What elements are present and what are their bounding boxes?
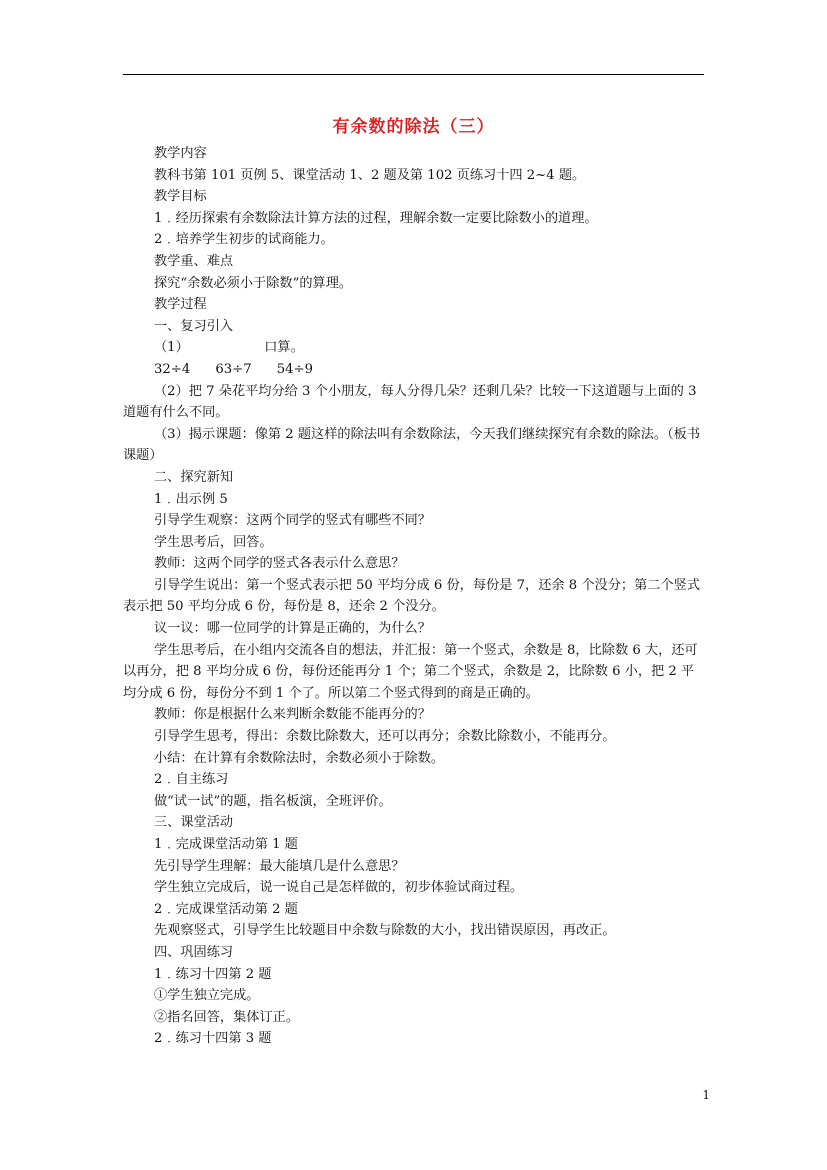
paragraph: 1﹒经历探索有余数除法计算方法的过程，理解余数一定要比除数小的道理。: [154, 210, 598, 226]
section-heading: 教学过程: [154, 297, 207, 313]
section-heading: 一、复习引入: [154, 318, 234, 334]
section-heading: 教学内容: [154, 146, 207, 161]
section-heading: 四、巩固练习: [154, 944, 234, 960]
paragraph: 2﹒自主练习: [154, 772, 229, 788]
paragraph: 学生思考后，在小组内交流各自的想法，并汇报：第一个竖式，余数是 8，比除数 6 大，还可以再分，把 8 平均分成 6 份，每份还能再分 1 个；第二个竖式，余数是 2，比除数 6 小，把 2 平均分成 6 份，每份分不到 1 个了。所以第二个竖式得到的商是正确的。: [123, 642, 698, 701]
header-rule: [123, 74, 704, 75]
paragraph: ①学生独立完成。: [154, 988, 260, 1004]
section-heading: 三、课堂活动: [154, 815, 234, 831]
paragraph: 引导学生思考，得出：余数比除数大，还可以再分；余数比除数小，不能再分。: [154, 729, 616, 745]
section-heading: 教学重、难点: [154, 253, 234, 269]
paragraph: （2）把 7 朵花平均分给 3 个小朋友，每人分得几朵？还剩几朵？比较一下这道题与上面的 3 道题有什么不同。: [123, 383, 697, 421]
paragraph: 2﹒练习十四第 3 题: [154, 1031, 272, 1047]
paragraph: ②指名回答，集体订正。: [154, 1009, 300, 1025]
paragraph: 先观察竖式，引导学生比较题目中余数与除数的大小，找出错误原因，再改正。: [154, 923, 616, 939]
page-number: 1: [702, 1088, 710, 1102]
paragraph: 1﹒练习十四第 2 题: [154, 966, 272, 982]
paragraph: 引导学生说出：第一个竖式表示把 50 平均分成 6 份，每份是 7，还余 8 个没分；第二个竖式表示把 50 平均分成 6 份，每份是 8，还余 2 个没分。: [123, 577, 701, 615]
paragraph: 学生独立完成后，说一说自己是怎样做的，初步体验试商过程。: [154, 880, 524, 896]
paragraph: 小结：在计算有余数除法时，余数必须小于除数。: [154, 750, 445, 766]
paragraph: 做“试一试”的题，指名板演，全班评价。: [154, 793, 392, 809]
paragraph: 2﹒培养学生初步的试商能力。: [154, 232, 334, 248]
calculation-line: 32÷4 63÷7 54÷9: [154, 361, 313, 377]
paragraph: 教师：你是根据什么来判断余数能不能再分的？: [154, 707, 431, 723]
paragraph: 先引导学生理解：最大能填几是什么意思？: [154, 858, 405, 874]
paragraph: 教师：这两个同学的竖式各表示什么意思？: [154, 556, 405, 572]
paragraph: 探究“余数必须小于除数”的算理。: [154, 275, 353, 291]
paragraph: 议一议：哪一位同学的计算是正确的，为什么？: [154, 621, 431, 637]
document-body: [123, 143, 704, 1050]
paragraph: （1） 口算。: [154, 340, 304, 356]
paragraph: 1﹒完成课堂活动第 1 题: [154, 837, 298, 852]
paragraph: 引导学生观察：这两个同学的竖式有哪些不同？: [154, 513, 431, 529]
paragraph: 1﹒出示例 5: [154, 491, 228, 507]
paragraph: （3）揭示课题：像第 2 题这样的除法叫有余数除法，今天我们继续探究有余数的除法。（板书课题）: [123, 426, 701, 464]
paragraph: 学生思考后，回答。: [154, 534, 273, 550]
section-heading: 二、探究新知: [154, 469, 234, 485]
paragraph: 教科书第 101 页例 5、课堂活动 1、2 题及第 102 页练习十四 2~4 题。: [154, 167, 586, 183]
paragraph: 2﹒完成课堂活动第 2 题: [154, 901, 298, 917]
section-heading: 教学目标: [154, 189, 207, 205]
page-title: 有余数的除法（三）: [332, 117, 495, 137]
